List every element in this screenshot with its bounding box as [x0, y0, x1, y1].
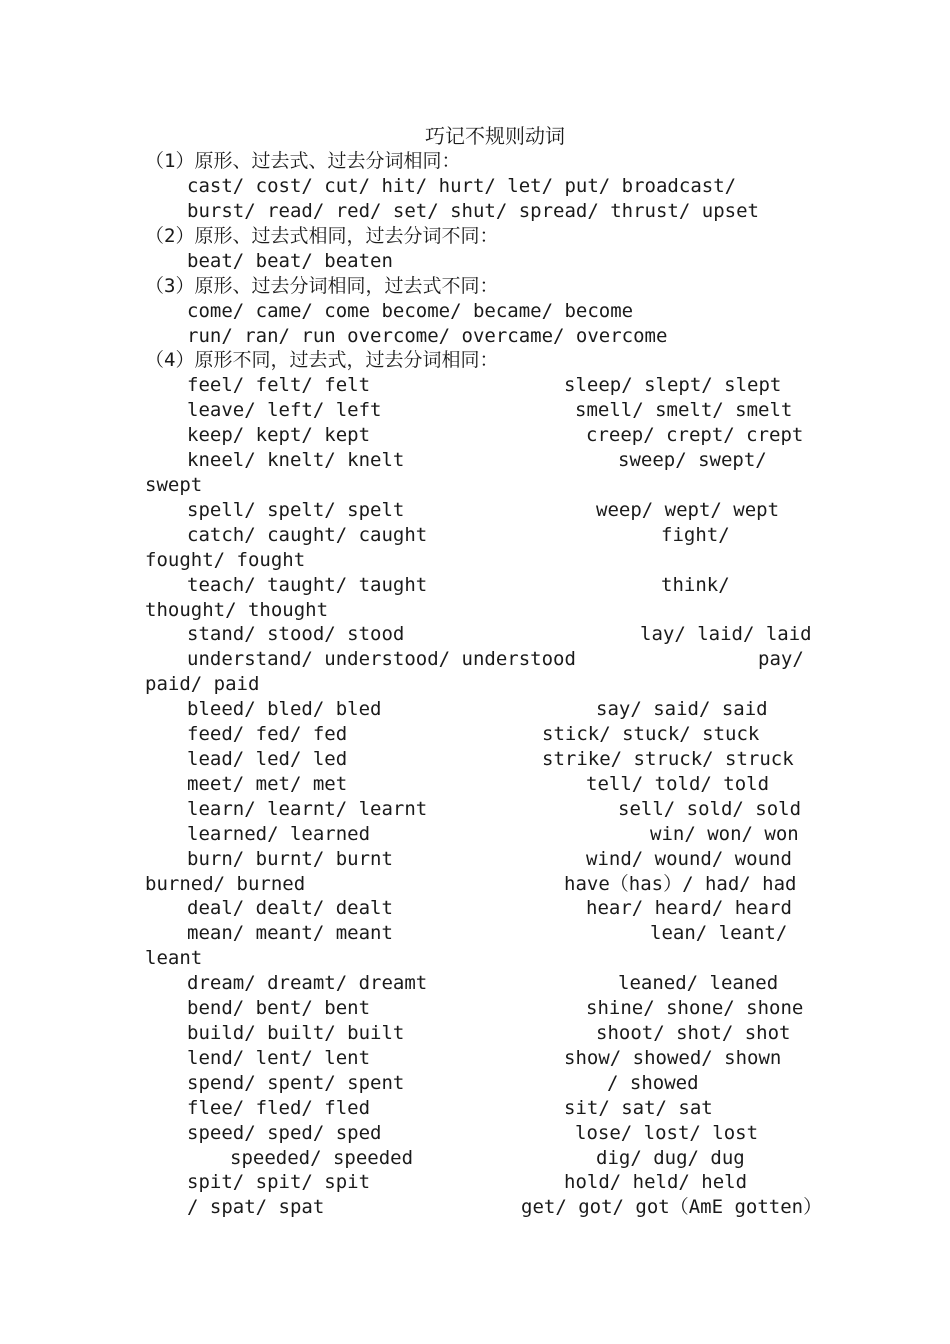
section-2-line: beat/ beat/ beaten: [187, 250, 393, 272]
verb-right: tell/ told/ told: [586, 773, 770, 795]
verb-right: win/ won/ won: [650, 823, 799, 845]
verb-right: pay/: [758, 648, 804, 670]
verb-left: spell/ spelt/ spelt: [187, 499, 405, 521]
verb-left: feel/ felt/ felt: [187, 374, 371, 396]
section-3-heading: （3）原形、过去分词相同，过去式不同：: [145, 275, 499, 297]
verb-wrap: fought/ fought: [145, 549, 306, 571]
verb-wrap: leant: [145, 947, 203, 969]
verb-left: stand/ stood/ stood: [187, 623, 405, 645]
verb-right: wind/ wound/ wound: [586, 848, 792, 870]
section-1-heading: （1）原形、过去式、过去分词相同：: [145, 150, 461, 172]
verb-right: sleep/ slept/ slept: [564, 374, 782, 396]
verb-right: get/ got/ got（AmE gotten）: [521, 1196, 823, 1218]
verb-right: show/ showed/ shown: [564, 1047, 782, 1069]
verb-left: flee/ fled/ fled: [187, 1097, 371, 1119]
verb-right: creep/ crept/ crept: [586, 424, 804, 446]
section-4-heading: （4）原形不同，过去式，过去分词相同：: [145, 349, 499, 371]
verb-wrap: burned/ burned: [145, 873, 306, 895]
verb-left: / spat/ spat: [187, 1196, 325, 1218]
verb-left: meet/ met/ met: [187, 773, 348, 795]
verb-right: dig/ dug/ dug: [596, 1147, 745, 1169]
verb-right: strike/ struck/ struck: [542, 748, 794, 770]
verb-left: mean/ meant/ meant: [187, 922, 393, 944]
verb-right: / showed: [607, 1072, 699, 1094]
section-3-line: run/ ran/ run overcome/ overcame/ overcome: [187, 325, 668, 347]
verb-left: bleed/ bled/ bled: [187, 698, 382, 720]
verb-left: kneel/ knelt/ knelt: [187, 449, 405, 471]
verb-left: keep/ kept/ kept: [187, 424, 371, 446]
verb-right: fight/: [661, 524, 730, 546]
verb-wrap: paid/ paid: [145, 673, 260, 695]
verb-left: speeded/ speeded: [230, 1147, 414, 1169]
section-1-line: burst/ read/ red/ set/ shut/ spread/ thrust/ upset: [187, 200, 759, 222]
verb-right: lean/ leant/: [650, 922, 788, 944]
verb-right: sweep/ swept/: [618, 449, 767, 471]
verb-right: lay/ laid/ laid: [640, 623, 812, 645]
verb-left: spit/ spit/ spit: [187, 1171, 371, 1193]
verb-right: think/: [661, 574, 730, 596]
verb-right: leaned/ leaned: [618, 972, 779, 994]
verb-right: shine/ shone/ shone: [586, 997, 804, 1019]
verb-right: smell/ smelt/ smelt: [575, 399, 793, 421]
verb-right: hear/ heard/ heard: [586, 897, 792, 919]
section-2-heading: （2）原形、过去式相同，过去分词不同：: [145, 225, 499, 247]
verb-wrap: swept: [145, 474, 203, 496]
verb-left: deal/ dealt/ dealt: [187, 897, 393, 919]
verb-right: have（has）/ had/ had: [564, 873, 797, 895]
verb-left: lend/ lent/ lent: [187, 1047, 371, 1069]
verb-left: learned/ learned: [187, 823, 371, 845]
verb-wrap: thought/ thought: [145, 599, 329, 621]
verb-left: lead/ led/ led: [187, 748, 348, 770]
verb-right: sell/ sold/ sold: [618, 798, 802, 820]
verb-right: weep/ wept/ wept: [596, 499, 780, 521]
verb-right: lose/ lost/ lost: [575, 1122, 759, 1144]
verb-left: bend/ bent/ bent: [187, 997, 371, 1019]
verb-left: dream/ dreamt/ dreamt: [187, 972, 428, 994]
verb-right: shoot/ shot/ shot: [596, 1022, 791, 1044]
verb-right: stick/ stuck/ stuck: [542, 723, 760, 745]
verb-left: catch/ caught/ caught: [187, 524, 428, 546]
verb-left: teach/ taught/ taught: [187, 574, 428, 596]
verb-right: sit/ sat/ sat: [564, 1097, 713, 1119]
section-3-line: come/ came/ come become/ became/ become: [187, 300, 634, 322]
section-1-line: cast/ cost/ cut/ hit/ hurt/ let/ put/ broadcast/: [187, 175, 737, 197]
verb-left: build/ built/ built: [187, 1022, 405, 1044]
verb-right: say/ said/ said: [596, 698, 768, 720]
page-title: 巧记不规则动词: [425, 124, 565, 148]
verb-left: speed/ sped/ sped: [187, 1122, 382, 1144]
verb-left: feed/ fed/ fed: [187, 723, 348, 745]
verb-left: leave/ left/ left: [187, 399, 382, 421]
verb-left: spend/ spent/ spent: [187, 1072, 405, 1094]
verb-left: burn/ burnt/ burnt: [187, 848, 393, 870]
verb-left: understand/ understood/ understood: [187, 648, 576, 670]
verb-right: hold/ held/ held: [564, 1171, 748, 1193]
verb-left: learn/ learnt/ learnt: [187, 798, 428, 820]
